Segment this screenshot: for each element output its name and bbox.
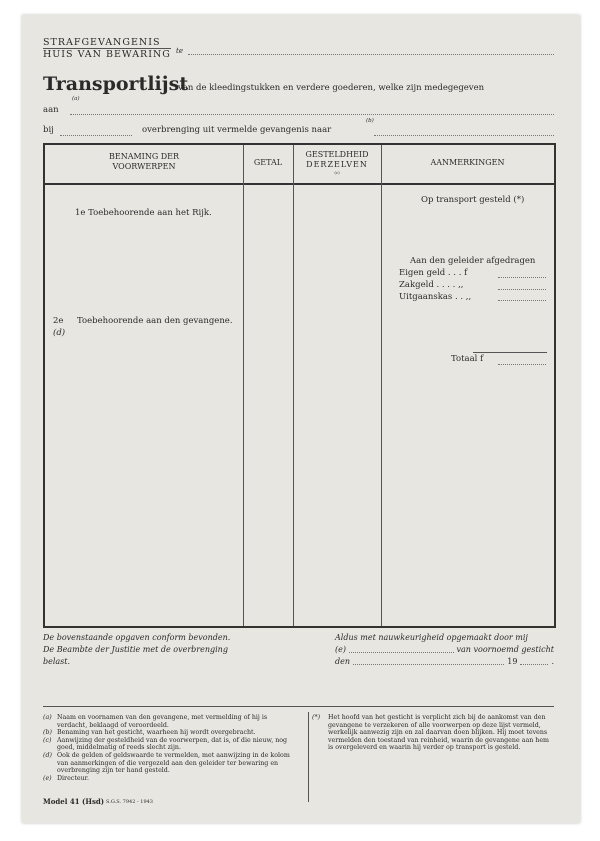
header-line1: STRAFGEVANGENIS [43,37,171,49]
footnote-mark-d: (d) [53,328,66,338]
eigen-geld-label: Eigen geld . . . f [399,268,468,278]
item-gevangene: Toebehoorende aan den gevangene. [77,316,233,326]
aan-label: aan [43,105,59,115]
notes-col-divider [308,712,309,802]
footnote-mark-b: (b) [366,118,374,124]
te-label: te [176,47,183,55]
footer-right: Aldus met nauwkeurigheid opgemaakt door mij (e) van voornoemd gesticht den 19 . [335,633,554,666]
totaal-label: Totaal f [451,354,484,364]
col-header-aanmerkingen: AANMERKINGEN [430,158,505,167]
col-header-getal: GETAL [253,158,283,167]
uitgaanskas-label: Uitgaanskas . . ,, [399,292,472,302]
document-title: Transportlijst [43,73,189,95]
model-number: Model 41 (Hsd) [43,797,105,806]
op-transport-label: Op transport gesteld (*) [421,195,525,205]
institution-header [43,37,171,60]
notes-right: (*) Het hoofd van het gesticht is verplicht zich bij de aankomst van den gevangene te verzekeren of alle voorwerpen op deze lijst vermeld, werkelijk aanwezig zijn en zal daarvan doen blijken. Hij moet tevens vermelden den toestand van reinheid, waarin de gevangene aan hem is overgeleverd en waarin hij verder op transport is gesteld. [312,714,550,752]
totaal-rule [473,352,547,353]
notes-divider [43,706,554,707]
footnote-mark-a: (a) [72,96,80,102]
aan-field[interactable] [70,114,554,115]
col-divider [293,145,294,626]
item-rijk: 1e Toebehoorende aan het Rijk. [75,208,212,218]
totaal-field[interactable] [498,364,546,365]
zakgeld-field[interactable] [498,289,546,290]
col-header-gesteldheid: GESTELDHEID DERZELVEN (c) [305,150,369,175]
zakgeld-label: Zakgeld . . . . ,, [399,280,464,290]
item2-number: 2e [53,316,64,326]
col-header-benaming: BENAMING DER VOORWERPEN [108,152,180,171]
bij-label: bij [43,125,54,135]
footer-left: De bovenstaande opgaven conform bevonden. De Beambte der Justitie met de overbrenging belast. [43,633,231,666]
eigen-geld-field[interactable] [498,277,546,278]
notes-left: (a) Naam en voornamen van den gevangene, met vermelding of hij is verdacht, beklaagd of veroordeeld. (b) Benaming van het gesticht, waarheen hij wordt overgebracht. (c) Aanwijzing der gesteldheid van de voorwerpen, dat is, of die nieuw, nog goed, middelmatig of reeds slecht zijn. (d) Ook de gelden of geldswaarde te vermelden, met aanwijzing in de kolom van aanmerkingen of die vergezeld aan den geleider ter bewaring en overbrenging zijn ter hand gesteld. (e) Directeur. [43,714,290,782]
col-divider [381,145,382,626]
destination-field[interactable] [374,135,554,136]
date-field[interactable] [353,664,504,665]
uitgaanskas-field[interactable] [498,300,546,301]
model-code: S.G.S. 7942 - 1943 [106,799,153,805]
col-divider [243,145,244,626]
title-subtext: van de kleedingstukken en verdere goederen, welke zijn medegegeven [178,83,485,93]
header-divider [45,183,554,185]
bij-field[interactable] [60,135,132,136]
location-field[interactable] [188,54,554,55]
overbrenging-label: overbrenging uit vermelde gevangenis naar [142,125,332,135]
afgedragen-label: Aan den geleider afgedragen [410,256,536,266]
header-line2: HUIS VAN BEWARING [43,49,171,60]
